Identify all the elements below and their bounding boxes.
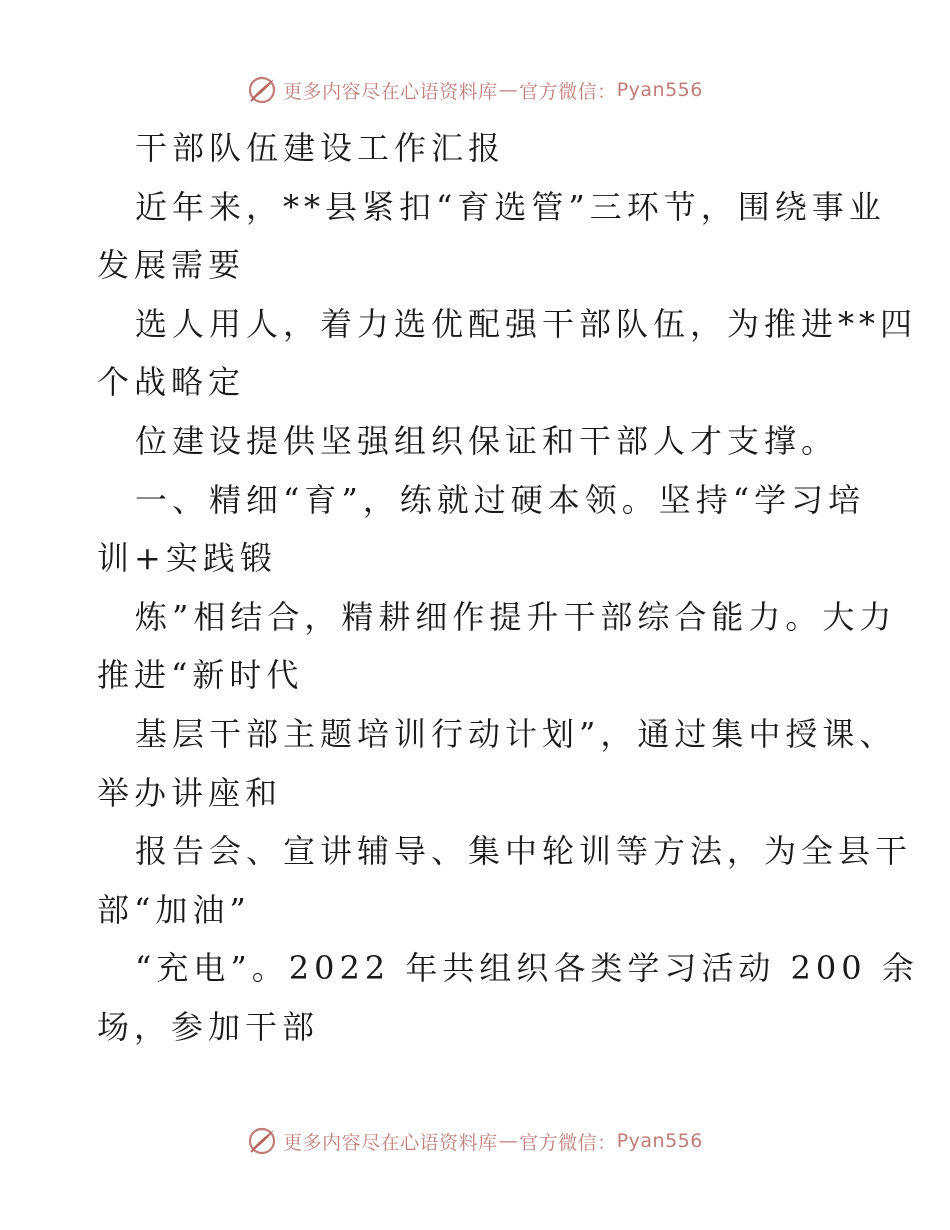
watermark-dash: — [498,79,519,101]
text-line: 推进“新时代 [97,656,304,695]
document-body [97,119,919,1057]
document-title: 干部队伍建设工作汇报 [135,129,506,167]
watermark-wechat-id: Pyan556 [616,1130,703,1152]
text-line: 个战略定 [97,363,246,402]
section-heading-line: 一、精细“育”，练就过硬本领。坚持“学习培 [135,480,866,519]
header-watermark [0,70,950,110]
footer-watermark [0,1121,950,1161]
quill-logo-icon [247,1126,277,1156]
text-line: 位建设提供坚强组织保证和干部人才支撑。 [135,421,839,460]
text-line: 基层干部主题培训行动计划”，通过集中授课、 [135,714,897,753]
text-line: 选人用人，着力选优配强干部队伍，为推进**四 [135,304,918,343]
text-line: 报告会、宣讲辅导、集中轮训等方法，为全县干 [135,832,913,871]
watermark-text: 更多内容尽在心语资料库 [283,80,498,103]
text-line: “充电”。2022 年共组织各类学习活动 200 余 [135,949,919,988]
watermark-wechat-id: Pyan556 [616,79,703,101]
watermark-wechat-label: 官方微信： [519,1131,617,1154]
text-line: 举办讲座和 [97,773,283,812]
text-line: 发展需要 [97,246,246,285]
text-line: 训+实践锻 [97,539,277,578]
watermark-text: 更多内容尽在心语资料库 [283,1131,498,1154]
quill-logo-icon [247,75,277,105]
watermark-dash: — [498,1130,519,1152]
text-line: 部“加油” [97,890,251,929]
text-line: 炼”相结合，精耕细作提升干部综合能力。大力 [135,597,897,636]
watermark-wechat-label: 官方微信： [519,80,617,103]
text-line: 场，参加干部 [97,1007,320,1046]
text-line: 近年来，**县紧扣“育选管”三环节，围绕事业 [135,187,886,226]
